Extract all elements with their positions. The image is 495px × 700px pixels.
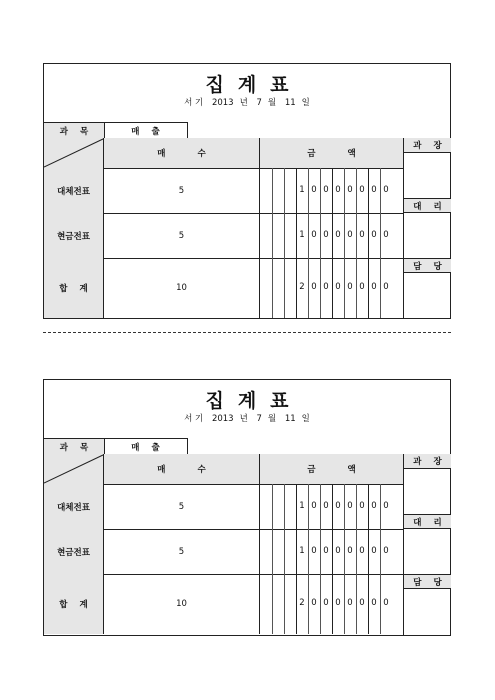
row-label: 대체전표 (44, 168, 104, 213)
amount-digit: 0 (323, 282, 329, 292)
amount-digit: 0 (359, 282, 365, 292)
row-label: 합 계 (44, 258, 104, 318)
amount-digit: 2 (299, 598, 305, 608)
amount-digit: 0 (359, 229, 365, 240)
header-count: 매 수 (104, 138, 260, 168)
amount-digit: 0 (383, 282, 389, 292)
amount-digit: 0 (383, 229, 389, 240)
amount-digit: 0 (383, 500, 389, 511)
amount-digit: 1 (299, 229, 305, 240)
amount-digit: 0 (323, 500, 329, 511)
amount-digit: 0 (347, 184, 353, 195)
row-count: 10 (104, 258, 260, 318)
header-amount: 금 액 (260, 138, 404, 168)
digit-grid-line (272, 529, 273, 574)
row-label: 현금전표 (44, 529, 104, 574)
amount-digit: 0 (359, 184, 365, 195)
amount-digit: 0 (335, 229, 341, 240)
approval-signature-box[interactable] (404, 589, 451, 635)
amount-digit: 0 (347, 598, 353, 608)
digit-grid-line (284, 168, 285, 213)
digit-grid-line (284, 484, 285, 529)
diagonal-line (44, 138, 104, 168)
approval-signature-box[interactable] (404, 273, 451, 319)
amount-digit: 0 (323, 598, 329, 608)
amount-digit: 0 (371, 229, 377, 240)
amount-digit: 0 (347, 229, 353, 240)
row-count: 5 (104, 529, 260, 574)
row-count: 10 (104, 574, 260, 634)
approval-header: 담 당 (404, 258, 451, 273)
cut-line (43, 332, 451, 333)
row-label: 현금전표 (44, 213, 104, 258)
subject-label: 과 목 (44, 438, 105, 454)
approval-signature-box[interactable] (404, 469, 451, 514)
approval-header: 담 당 (404, 574, 451, 589)
amount-digit: 0 (323, 229, 329, 240)
header-amount: 금 액 (260, 454, 404, 484)
amount-digit: 0 (347, 282, 353, 292)
summary-form (43, 379, 451, 636)
amount-digit: 0 (371, 282, 377, 292)
form-title: 집 계 표 (205, 74, 289, 96)
form-date: 서 기 2013 년 7 월 11 일 (184, 98, 310, 108)
digit-grid-line (272, 484, 273, 529)
form-title: 집 계 표 (205, 390, 289, 412)
header-count: 매 수 (104, 454, 260, 484)
amount-digit: 0 (323, 184, 329, 195)
diagonal-line (44, 454, 104, 484)
digit-grid-line (284, 213, 285, 258)
amount-digit: 2 (299, 282, 305, 292)
amount-digit: 0 (311, 598, 317, 608)
amount-digit: 0 (371, 184, 377, 195)
amount-digit: 0 (323, 545, 329, 556)
amount-digit: 1 (299, 500, 305, 511)
amount-digit: 0 (335, 500, 341, 511)
amount-digit: 0 (383, 545, 389, 556)
amount-digit: 0 (371, 545, 377, 556)
amount-digit: 0 (311, 282, 317, 292)
approval-header: 대 리 (404, 198, 451, 213)
subject-value: 매 출 (104, 122, 188, 138)
row-label: 합 계 (44, 574, 104, 634)
amount-digit: 0 (335, 598, 341, 608)
row-count: 5 (104, 213, 260, 258)
digit-grid-line (272, 213, 273, 258)
row-count: 5 (104, 484, 260, 529)
amount-digit: 0 (347, 545, 353, 556)
digit-grid-line (272, 258, 273, 318)
amount-digit: 0 (311, 545, 317, 556)
amount-digit: 0 (371, 598, 377, 608)
amount-digit: 0 (347, 500, 353, 511)
amount-digit: 1 (299, 545, 305, 556)
approval-signature-box[interactable] (404, 529, 451, 574)
approval-signature-box[interactable] (404, 153, 451, 198)
amount-digit: 0 (311, 500, 317, 511)
approval-signature-box[interactable] (404, 213, 451, 258)
digit-grid-line (284, 574, 285, 634)
amount-digit: 0 (371, 500, 377, 511)
amount-digit: 0 (359, 500, 365, 511)
amount-digit: 0 (311, 184, 317, 195)
amount-digit: 0 (359, 545, 365, 556)
approval-header: 과 장 (404, 138, 451, 153)
corner-cell (44, 138, 104, 168)
amount-digit: 0 (311, 229, 317, 240)
row-count: 5 (104, 168, 260, 213)
form-date: 서 기 2013 년 7 월 11 일 (184, 414, 310, 424)
digit-grid-line (284, 529, 285, 574)
corner-cell (44, 454, 104, 484)
approval-header: 과 장 (404, 454, 451, 469)
amount-digit: 1 (299, 184, 305, 195)
amount-digit: 0 (335, 184, 341, 195)
amount-digit: 0 (383, 598, 389, 608)
summary-form (43, 63, 451, 319)
digit-grid-line (284, 258, 285, 318)
subject-label: 과 목 (44, 122, 105, 138)
approval-header: 대 리 (404, 514, 451, 529)
amount-digit: 0 (335, 545, 341, 556)
amount-digit: 0 (359, 598, 365, 608)
row-label: 대체전표 (44, 484, 104, 529)
amount-digit: 0 (383, 184, 389, 195)
digit-grid-line (272, 168, 273, 213)
subject-value: 매 출 (104, 438, 188, 454)
digit-grid-line (272, 574, 273, 634)
amount-digit: 0 (335, 282, 341, 292)
